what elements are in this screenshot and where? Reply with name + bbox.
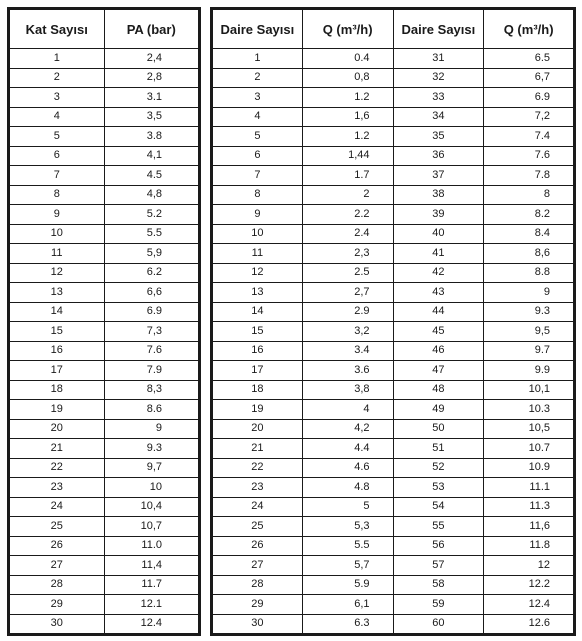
table-row — [212, 49, 575, 69]
count-cell: 2 — [9, 68, 105, 88]
value-cell: 2,8 — [104, 68, 200, 88]
count-cell: 10 — [212, 224, 303, 244]
value-cell: 1.2 — [302, 88, 393, 108]
count-cell: 25 — [9, 517, 105, 537]
count-cell: 26 — [9, 536, 105, 556]
value-cell: 5,9 — [104, 244, 200, 264]
table-row — [9, 380, 200, 400]
value-cell: 10.7 — [484, 439, 575, 459]
count-cell: 30 — [9, 614, 105, 635]
count-cell: 21 — [9, 439, 105, 459]
value-cell: 2,4 — [104, 49, 200, 69]
value-cell: 7.6 — [104, 341, 200, 361]
count-cell: 15 — [9, 322, 105, 342]
table-row — [212, 127, 575, 147]
table-row — [212, 458, 575, 478]
value-cell: 8 — [484, 185, 575, 205]
value-cell: 8.2 — [484, 205, 575, 225]
count-cell: 22 — [212, 458, 303, 478]
count-cell: 36 — [393, 146, 484, 166]
count-cell: 4 — [9, 107, 105, 127]
value-cell: 3,2 — [302, 322, 393, 342]
table-row — [212, 439, 575, 459]
count-cell: 40 — [393, 224, 484, 244]
count-cell: 48 — [393, 380, 484, 400]
count-cell: 13 — [9, 283, 105, 303]
count-cell: 34 — [393, 107, 484, 127]
value-cell: 6,1 — [302, 595, 393, 615]
count-cell: 6 — [9, 146, 105, 166]
table-row — [9, 497, 200, 517]
count-cell: 4 — [212, 107, 303, 127]
count-cell: 1 — [9, 49, 105, 69]
column-header-floor-count: Kat Sayısı — [9, 9, 105, 49]
table-row — [212, 205, 575, 225]
value-cell: 8,6 — [484, 244, 575, 264]
count-cell: 29 — [9, 595, 105, 615]
table-row — [212, 322, 575, 342]
table-row — [9, 478, 200, 498]
table-row — [212, 614, 575, 635]
table-row — [9, 166, 200, 186]
count-cell: 7 — [9, 166, 105, 186]
count-cell: 35 — [393, 127, 484, 147]
value-cell: 5.5 — [104, 224, 200, 244]
count-cell: 14 — [212, 302, 303, 322]
value-cell: 9.7 — [484, 341, 575, 361]
value-cell: 2,7 — [302, 283, 393, 303]
table-row — [9, 341, 200, 361]
table-row — [212, 341, 575, 361]
value-cell: 6,6 — [104, 283, 200, 303]
table-row — [9, 283, 200, 303]
value-cell: 1.2 — [302, 127, 393, 147]
table-row — [212, 575, 575, 595]
count-cell: 27 — [212, 556, 303, 576]
value-cell: 12.6 — [528, 617, 550, 630]
count-cell: 18 — [9, 380, 105, 400]
count-cell: 23 — [9, 478, 105, 498]
table-row — [9, 244, 200, 264]
table-row — [9, 556, 200, 576]
value-cell: 12.4 — [140, 617, 162, 630]
value-cell: 11.0 — [104, 536, 200, 556]
table-row — [212, 146, 575, 166]
table-row — [212, 517, 575, 537]
count-cell: 26 — [212, 536, 303, 556]
count-cell: 16 — [9, 341, 105, 361]
value-cell: 8,3 — [104, 380, 200, 400]
count-cell: 1 — [212, 49, 303, 69]
count-cell: 45 — [393, 322, 484, 342]
value-cell: 7.9 — [104, 361, 200, 381]
count-cell: 54 — [393, 497, 484, 517]
value-cell: 0,8 — [302, 68, 393, 88]
value-cell: 4,1 — [104, 146, 200, 166]
count-cell: 24 — [212, 497, 303, 517]
table-row — [212, 361, 575, 381]
value-cell: 2.4 — [302, 224, 393, 244]
value-cell: 10 — [104, 478, 200, 498]
value-cell: 3.8 — [104, 127, 200, 147]
value-cell: 6.3 — [302, 614, 393, 635]
count-cell: 5 — [9, 127, 105, 147]
table-row — [212, 536, 575, 556]
value-cell: 12 — [484, 556, 575, 576]
count-cell: 19 — [9, 400, 105, 420]
table-row — [212, 595, 575, 615]
table-row — [212, 419, 575, 439]
value-cell: 7.6 — [484, 146, 575, 166]
value-cell: 5,7 — [302, 556, 393, 576]
table-row — [9, 146, 200, 166]
table-row — [9, 107, 200, 127]
value-cell: 10.9 — [484, 458, 575, 478]
value-cell: 11,4 — [104, 556, 200, 576]
apartment-flow-table — [210, 7, 576, 636]
value-cell: 9,5 — [484, 322, 575, 342]
table-row — [9, 322, 200, 342]
value-cell: 3,5 — [104, 107, 200, 127]
value-cell: 4,8 — [104, 185, 200, 205]
table-header-row — [212, 9, 575, 49]
floor-pressure-table-body — [9, 49, 200, 635]
count-cell: 53 — [393, 478, 484, 498]
value-cell: 9 — [104, 419, 200, 439]
table-row — [9, 224, 200, 244]
value-cell: 3.6 — [302, 361, 393, 381]
count-cell: 49 — [393, 400, 484, 420]
table-row — [9, 614, 200, 635]
count-cell: 3 — [212, 88, 303, 108]
value-cell: 8.8 — [484, 263, 575, 283]
count-cell: 24 — [9, 497, 105, 517]
table-row — [9, 400, 200, 420]
count-cell: 33 — [393, 88, 484, 108]
value-cell: 7,2 — [484, 107, 575, 127]
table-row — [212, 400, 575, 420]
column-header-apartment-count: Daire Sayısı — [212, 9, 303, 49]
count-cell: 21 — [212, 439, 303, 459]
table-row — [212, 88, 575, 108]
count-cell: 11 — [212, 244, 303, 264]
count-cell: 27 — [9, 556, 105, 576]
value-cell: 5.9 — [302, 575, 393, 595]
value-cell: 6.9 — [104, 302, 200, 322]
value-cell: 1,44 — [302, 146, 393, 166]
value-cell: 4.4 — [302, 439, 393, 459]
count-cell: 6 — [212, 146, 303, 166]
table-row — [9, 68, 200, 88]
value-cell: 1.7 — [302, 166, 393, 186]
count-cell: 37 — [393, 166, 484, 186]
table-row — [9, 49, 200, 69]
value-cell: 3.4 — [302, 341, 393, 361]
count-cell: 9 — [9, 205, 105, 225]
value-cell: 9.3 — [484, 302, 575, 322]
count-cell: 20 — [212, 419, 303, 439]
value-cell: 8.6 — [104, 400, 200, 420]
floor-pressure-table — [7, 7, 201, 636]
count-cell: 29 — [212, 595, 303, 615]
count-cell: 8 — [212, 185, 303, 205]
count-cell: 28 — [9, 575, 105, 595]
value-cell: 2 — [302, 185, 393, 205]
table-row — [9, 185, 200, 205]
count-cell: 57 — [393, 556, 484, 576]
value-cell: 9 — [484, 283, 575, 303]
table-row — [212, 380, 575, 400]
count-cell: 2 — [212, 68, 303, 88]
table-row — [212, 224, 575, 244]
count-cell: 22 — [9, 458, 105, 478]
column-header-apartment-count-2: Daire Sayısı — [393, 9, 484, 49]
count-cell: 20 — [9, 419, 105, 439]
value-cell: 9.9 — [484, 361, 575, 381]
value-cell: 10.3 — [484, 400, 575, 420]
value-cell: 3.1 — [104, 88, 200, 108]
table-row — [212, 497, 575, 517]
count-cell: 19 — [212, 400, 303, 420]
column-header-flow-rate-2: Q (m³/h) — [484, 9, 575, 49]
table-row — [9, 205, 200, 225]
count-cell: 25 — [212, 517, 303, 537]
table-row — [9, 439, 200, 459]
count-cell: 51 — [393, 439, 484, 459]
table-row — [212, 107, 575, 127]
value-cell: 7.8 — [484, 166, 575, 186]
value-cell: 4.6 — [302, 458, 393, 478]
value-cell: 10,4 — [104, 497, 200, 517]
value-cell: 11.7 — [104, 575, 200, 595]
count-cell: 56 — [393, 536, 484, 556]
value-cell: 4 — [302, 400, 393, 420]
value-cell: 12.4 — [484, 595, 575, 615]
count-cell: 8 — [9, 185, 105, 205]
value-cell: 3,8 — [302, 380, 393, 400]
count-cell: 7 — [212, 166, 303, 186]
value-cell: 0.4 — [302, 49, 393, 69]
value-cell: 12.2 — [484, 575, 575, 595]
table-row — [212, 244, 575, 264]
table-row — [212, 302, 575, 322]
table-row — [9, 458, 200, 478]
count-cell: 12 — [9, 263, 105, 283]
count-cell: 44 — [393, 302, 484, 322]
count-cell: 13 — [212, 283, 303, 303]
value-cell: 10,1 — [484, 380, 575, 400]
value-cell: 6,7 — [484, 68, 575, 88]
value-cell: 1,6 — [302, 107, 393, 127]
count-cell: 3 — [9, 88, 105, 108]
count-cell: 17 — [212, 361, 303, 381]
count-cell: 32 — [393, 68, 484, 88]
count-cell: 47 — [393, 361, 484, 381]
column-header-flow-rate: Q (m³/h) — [302, 9, 393, 49]
count-cell: 16 — [212, 341, 303, 361]
count-cell: 23 — [212, 478, 303, 498]
count-cell: 17 — [9, 361, 105, 381]
count-cell: 28 — [212, 575, 303, 595]
value-cell: 5 — [302, 497, 393, 517]
table-row — [212, 556, 575, 576]
value-cell: 11,6 — [484, 517, 575, 537]
count-cell: 15 — [212, 322, 303, 342]
count-cell: 10 — [9, 224, 105, 244]
value-cell: 11.1 — [484, 478, 575, 498]
table-row — [9, 517, 200, 537]
table-row — [212, 68, 575, 88]
count-cell: 58 — [393, 575, 484, 595]
value-cell: 4.8 — [302, 478, 393, 498]
value-cell: 11.3 — [484, 497, 575, 517]
value-cell: 2.2 — [302, 205, 393, 225]
value-cell: 6.2 — [104, 263, 200, 283]
count-cell: 39 — [393, 205, 484, 225]
table-row — [9, 127, 200, 147]
value-cell: 10,5 — [484, 419, 575, 439]
value-cell: 5.5 — [302, 536, 393, 556]
count-cell: 12 — [212, 263, 303, 283]
value-cell: 7,3 — [104, 322, 200, 342]
value-cell: 2,3 — [302, 244, 393, 264]
value-cell: 6.5 — [484, 49, 575, 69]
value-cell: 9,7 — [104, 458, 200, 478]
table-row — [212, 478, 575, 498]
value-cell: 7.4 — [484, 127, 575, 147]
value-cell: 2.9 — [302, 302, 393, 322]
count-cell: 18 — [212, 380, 303, 400]
table-row — [212, 283, 575, 303]
value-cell: 12.1 — [104, 595, 200, 615]
apartment-flow-table-body — [212, 49, 575, 635]
table-row — [9, 88, 200, 108]
value-cell: 2.5 — [302, 263, 393, 283]
count-cell: 31 — [393, 49, 484, 69]
table-row — [9, 595, 200, 615]
value-cell: 10,7 — [104, 517, 200, 537]
count-cell: 46 — [393, 341, 484, 361]
table-row — [9, 361, 200, 381]
value-cell: 4,2 — [302, 419, 393, 439]
value-cell: 5.2 — [104, 205, 200, 225]
count-cell: 59 — [393, 595, 484, 615]
count-cell: 9 — [212, 205, 303, 225]
count-cell: 43 — [393, 283, 484, 303]
count-cell: 38 — [393, 185, 484, 205]
count-cell: 50 — [393, 419, 484, 439]
count-cell: 11 — [9, 244, 105, 264]
count-cell: 5 — [212, 127, 303, 147]
count-cell: 30 — [212, 614, 303, 635]
count-cell: 42 — [393, 263, 484, 283]
table-row — [9, 263, 200, 283]
table-row — [9, 536, 200, 556]
column-header-pressure: PA (bar) — [104, 9, 200, 49]
value-cell: 8.4 — [484, 224, 575, 244]
count-cell: 55 — [393, 517, 484, 537]
value-cell: 11.8 — [484, 536, 575, 556]
value-cell: 6.9 — [484, 88, 575, 108]
value-cell: 9.3 — [104, 439, 200, 459]
count-cell: 41 — [393, 244, 484, 264]
value-cell: 4.5 — [104, 166, 200, 186]
table-row — [9, 419, 200, 439]
table-row — [212, 166, 575, 186]
table-row — [9, 302, 200, 322]
table-row — [212, 263, 575, 283]
value-cell: 5,3 — [302, 517, 393, 537]
table-row — [9, 575, 200, 595]
table-row — [212, 185, 575, 205]
count-cell: 60 — [393, 614, 484, 635]
count-cell: 52 — [393, 458, 484, 478]
count-cell: 14 — [9, 302, 105, 322]
table-header-row — [9, 9, 200, 49]
